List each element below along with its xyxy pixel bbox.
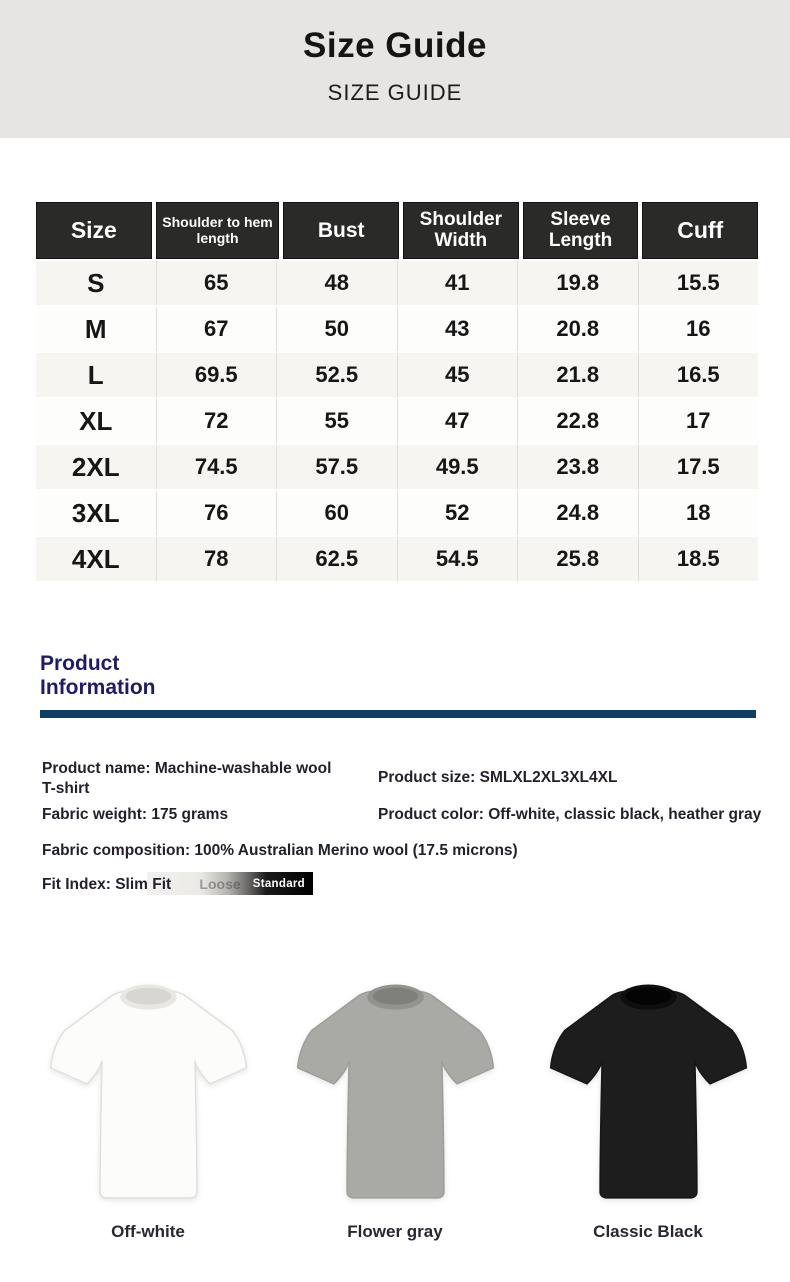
size-cell: L [87,359,104,390]
measure-cell: 78 [156,537,277,581]
measure-cell: 17 [638,399,759,443]
measure-cell: 22.8 [517,399,638,443]
tshirt-body [50,989,246,1198]
tshirt-neck-hole [125,988,170,1005]
section-divider-bar [40,710,756,718]
measure-cell: 57.5 [276,445,397,489]
size-cell: S [87,267,105,298]
measure-cell: 25.8 [517,537,638,581]
tshirt-body [297,989,493,1198]
measure-cell: 43 [397,307,518,351]
measure-cell: 16.5 [638,353,759,397]
measure-cell: 60 [276,491,397,535]
column-header-shoulder-to-hem: Shoulder to hem length [156,202,280,259]
measure-cell: 20.8 [517,307,638,351]
measure-cell: 48 [276,261,397,305]
column-header-shoulder-width: Shoulder Width [403,202,519,259]
measure-cell: 41 [397,261,518,305]
size-cell: 2XL [71,451,120,482]
measure-cell: 45 [397,353,518,397]
measure-cell: 76 [156,491,277,535]
tshirt-graphic [546,980,751,1212]
product-size-field: Product size: SMLXL2XL3XL4XL [378,769,618,786]
product-information-heading: Product Information [40,652,156,700]
measure-cell: 17.5 [638,445,759,489]
measure-cell: 47 [397,399,518,443]
measure-cell: 18 [638,491,759,535]
size-table-header-row [36,202,758,259]
column-header-bust: Bust [283,202,399,259]
measure-cell: 19.8 [517,261,638,305]
column-header-sleeve-length: Sleeve Length [523,202,639,259]
page-subtitle: SIZE GUIDE [327,80,463,105]
size-row-l [36,351,758,397]
page-title: Size Guide [303,26,487,65]
column-header-size: Size [36,202,152,259]
measure-cell: 15.5 [638,261,759,305]
measure-cell: 50 [276,307,397,351]
measure-cell: 67 [156,307,277,351]
fit-scale-loose-label: Loose [199,875,241,892]
measure-cell: 24.8 [517,491,638,535]
size-cell: 3XL [71,497,120,528]
size-row-xl [36,397,758,443]
measure-cell: 62.5 [276,537,397,581]
fabric-weight-field: Fabric weight: 175 grams [42,806,229,823]
color-label-classic-black: Classic Black [593,1222,703,1241]
product-color-field: Product color: Off-white, classic black, heather gray [378,806,762,823]
measure-cell: 52.5 [276,353,397,397]
product-image-classic-black [523,980,773,1217]
tshirt-neck-hole [372,988,417,1005]
product-image-flower-gray [270,980,520,1217]
size-table [36,202,758,581]
size-row-m [36,305,758,351]
tshirt-graphic [293,980,498,1212]
size-guide-banner [0,0,790,138]
measure-cell: 72 [156,399,277,443]
measure-cell: 21.8 [517,353,638,397]
measure-cell: 52 [397,491,518,535]
tshirt-neck-hole [625,988,670,1005]
size-row-3xl [36,489,758,535]
measure-cell: 54.5 [397,537,518,581]
fit-index-label: Fit Index: Slim Fit [42,876,172,893]
column-header-cuff: Cuff [642,202,758,259]
measure-cell: 23.8 [517,445,638,489]
tshirt-graphic [46,980,251,1212]
measure-cell: 69.5 [156,353,277,397]
product-name-field: Product name: Machine-washable wool T-shirt [42,760,332,798]
color-label-off-white: Off-white [111,1222,185,1241]
size-cell: M [84,313,107,344]
measure-cell: 16 [638,307,759,351]
measure-cell: 74.5 [156,445,277,489]
size-row-2xl [36,443,758,489]
size-row-s [36,259,758,305]
fabric-composition-field: Fabric composition: 100% Australian Merino wool (17.5 microns) [42,842,518,859]
measure-cell: 18.5 [638,537,759,581]
measure-cell: 49.5 [397,445,518,489]
size-row-4xl [36,535,758,581]
measure-cell: 65 [156,261,277,305]
tshirt-body [550,989,746,1198]
size-cell: 4XL [71,543,120,574]
fit-scale-standard-label: Standard [252,877,305,890]
color-label-flower-gray: Flower gray [347,1222,443,1241]
product-image-off-white [23,980,273,1217]
size-cell: XL [79,405,113,436]
measure-cell: 55 [276,399,397,443]
